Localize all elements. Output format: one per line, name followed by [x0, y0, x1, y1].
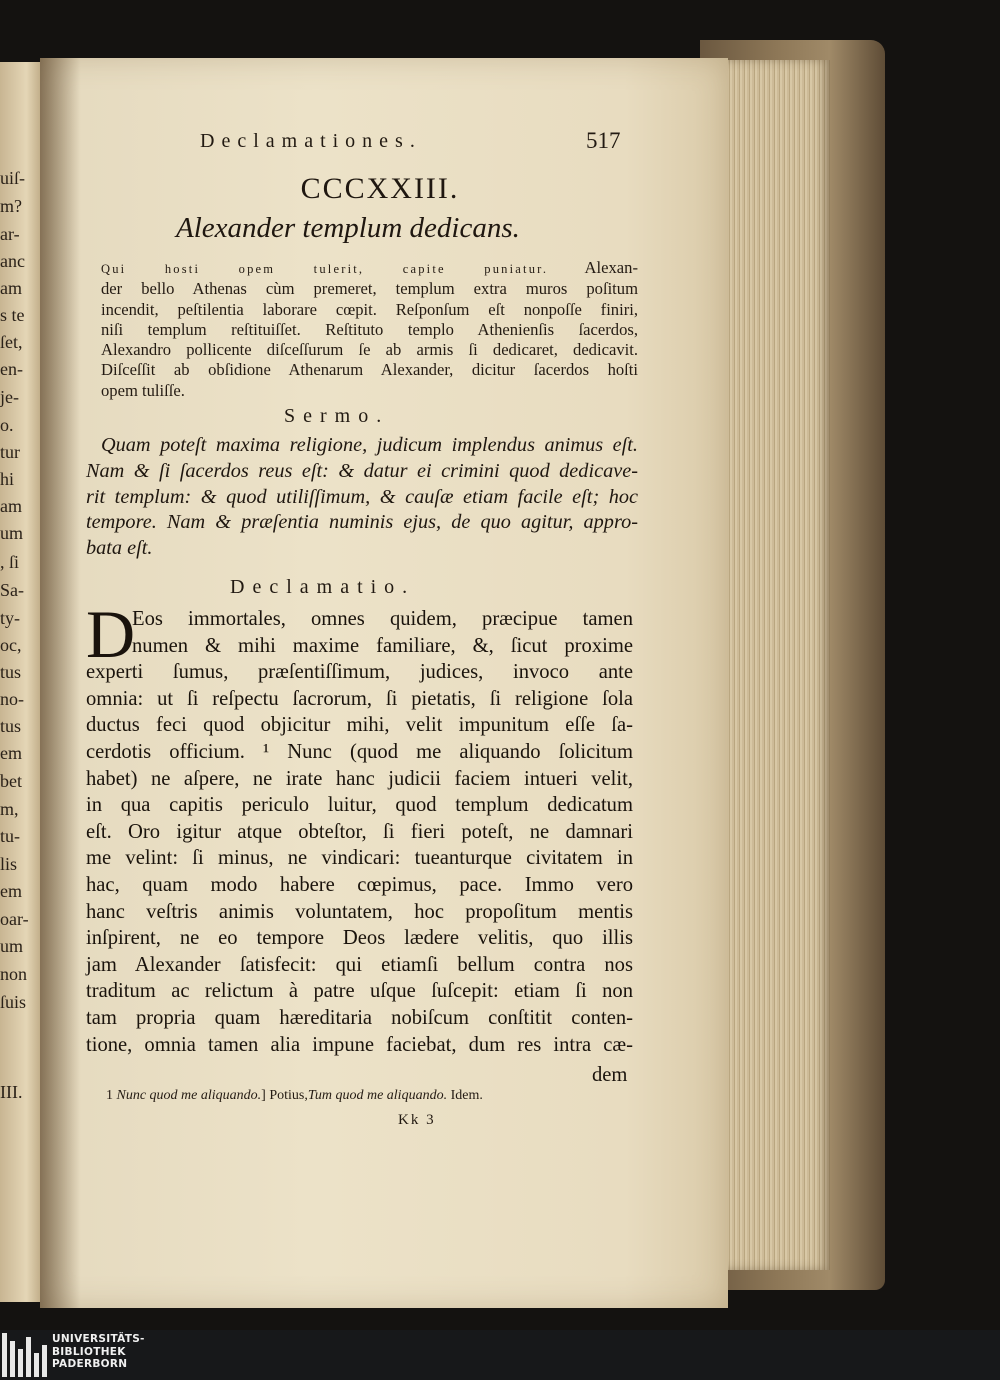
body-line: me velint: ſi minus, ne vindicari: tueanturque civitatem in — [86, 847, 633, 870]
body-line: Eos immortales, omnes quidem, præcipue tamen — [132, 608, 633, 630]
argument-line: der bello Athenas cùm premeret, templum extra muros poſitum — [101, 279, 638, 299]
left-page-fragment-text: am — [0, 496, 22, 516]
argument-paragraph — [86, 258, 638, 401]
left-page-fragment-text: em — [0, 881, 22, 901]
sermo-line: bata eſt. — [86, 537, 153, 560]
library-footer-bar — [0, 1330, 1000, 1380]
left-page-fragment-text: ſuis — [0, 992, 27, 1012]
book-gutter — [40, 58, 80, 1308]
declamation-numeral: CCCXXIII. — [300, 172, 460, 205]
body-line: hac, quam modo habere cœpimus, pace. Immo vero — [86, 873, 633, 896]
body-line: tam propria quam hæreditaria nobiſcum conſtitit conten- — [86, 1006, 633, 1029]
argument-line: Alexandro pollicente diſceſſurum ſe ab armis ſi dedicaret, dedicavit. — [101, 340, 638, 360]
body-line: traditum ac relictum à patre uſque ſuſcepit: etiam ſi non — [86, 980, 633, 1003]
left-page-fragment-text: no- — [0, 689, 24, 709]
left-page-fragment-text: tu- — [0, 826, 20, 846]
argument-line: niſi templum reſtituiſſet. Reſtituto templo Athenienſis ſacerdos, — [101, 319, 638, 339]
body-line: cerdotis officium. ¹ Nunc (quod me aliquando ſolicitum — [86, 740, 633, 763]
left-page-fragment-text: um — [0, 523, 24, 543]
declamation-body — [86, 596, 633, 1058]
left-page-fragment-text: oar- — [0, 909, 29, 929]
left-page-fragment-text: je- — [0, 387, 19, 407]
declamation-title: Alexander templum dedicans. — [176, 212, 520, 244]
printer-signature: Kk 3 — [398, 1112, 436, 1128]
page-fore-edge — [722, 60, 830, 1270]
left-page-fragment-text: o. — [0, 415, 14, 435]
library-logo-icon — [2, 1333, 48, 1377]
body-line: ductus feci quod objicitur mihi, velit impunitum eſſe ſa- — [86, 714, 633, 737]
declamatio-heading: Declamatio. — [230, 576, 416, 598]
body-line: numen & mihi maxime familiare, &, ſicut proxime — [132, 634, 633, 657]
body-line: jam Alexander ſatisfecit: qui etiamſi bellum contra nos — [86, 953, 633, 976]
sermo-heading: Sermo. — [284, 405, 390, 427]
left-page-fragment-text: Sa- — [0, 580, 24, 600]
left-page-fragment-text: em — [0, 743, 22, 763]
body-line: inſpirent, ne eo tempore Deos lædere velitis, quo illis — [86, 927, 633, 950]
left-page-fragment-text: m? — [0, 196, 22, 216]
sermo-line: tempore. Nam & præſentia numinis ejus, de quo agitur, appro- — [86, 511, 638, 534]
left-page-fragment-text: tus — [0, 662, 22, 682]
left-page-fragment — [0, 62, 44, 1302]
left-page-fragment-text: lis — [0, 854, 18, 874]
left-page-fragment-text: ſet, — [0, 332, 23, 352]
sermo-line: Nam & ſi ſacerdos reus eſt: & datur ei crimini quod dedicave- — [86, 459, 638, 482]
left-page-fragment-text: tur — [0, 442, 20, 462]
body-line: omnia: ut ſi reſpectu ſacrorum, ſi pietatis, ſi religione ſola — [86, 687, 633, 710]
left-page-fragment-text: anc — [0, 251, 25, 271]
left-page-fragment-text: non — [0, 964, 27, 984]
catchword: dem — [592, 1064, 628, 1086]
left-page-fragment-text: s te — [0, 305, 25, 325]
sermo-line: Quam poteſt maxima religione, judicum implendus animus eſt. — [101, 434, 638, 456]
left-page-fragment-text: am — [0, 278, 22, 298]
left-page-fragment-text: ty- — [0, 608, 20, 628]
body-line: eſt. Oro igitur atque obteſtor, ſi fieri poteſt, ne damnari — [86, 820, 633, 843]
left-page-fragment-text: , ſi — [0, 552, 20, 572]
argument-line: incendit, peſtilentia laborare cœpit. Reſponſum eſt nonpoſſe finiri, — [101, 299, 638, 319]
footnote: 1 Nunc quod me aliquando.] Potius,Tum quod me aliquando. Idem. — [106, 1088, 483, 1103]
body-line: habet) ne aſpere, ne irate hanc judicii faciem intueri velit, — [86, 767, 633, 790]
left-page-fragment-text: hi — [0, 469, 15, 489]
drop-cap: D — [86, 596, 136, 672]
argument-line: Diſceſſit ab obſidione Athenarum Alexander, dicitur ſacerdos hoſti — [101, 360, 638, 380]
left-page-fragment-text: oc, — [0, 635, 22, 655]
body-line: tione, omnia tamen alia impune faciebat, dum res intra cæ- — [86, 1033, 633, 1056]
body-line: experti ſumus, præſentiſſimum, judices, invoco ante — [86, 661, 633, 684]
left-page-fragment-text: tus — [0, 716, 22, 736]
library-logo-text: UNIVERSITÄTS- BIBLIOTHEK PADERBORN — [52, 1333, 145, 1370]
sermo-paragraph — [86, 433, 638, 562]
sermo-line: rit templum: & quod utiliſſimum, & cauſæ etiam facile eſt; hoc — [86, 485, 638, 508]
left-page-fragment-text: bet — [0, 771, 22, 791]
body-line: hanc veſtris animis voluntatem, hoc propoſitum mentis — [86, 900, 633, 923]
left-page-fragment-text: um — [0, 936, 24, 956]
left-page-fragment-text: ar- — [0, 224, 20, 244]
body-line: in qua capitis periculo luitur, quod templum dedicatum — [86, 794, 633, 817]
left-page-fragment-text: uiſ- — [0, 168, 25, 188]
left-page-fragment-text: en- — [0, 359, 23, 379]
argument-line: opem tuliſſe. — [101, 380, 185, 400]
page-number: 517 — [586, 128, 621, 153]
argument-line: Qui hosti opem tulerit, capite puniatur. Alexan- — [101, 258, 638, 277]
left-page-fragment-text: m, — [0, 799, 19, 819]
left-page-fragment-text: III. — [0, 1082, 23, 1102]
running-head: Declamationes. — [200, 130, 422, 152]
